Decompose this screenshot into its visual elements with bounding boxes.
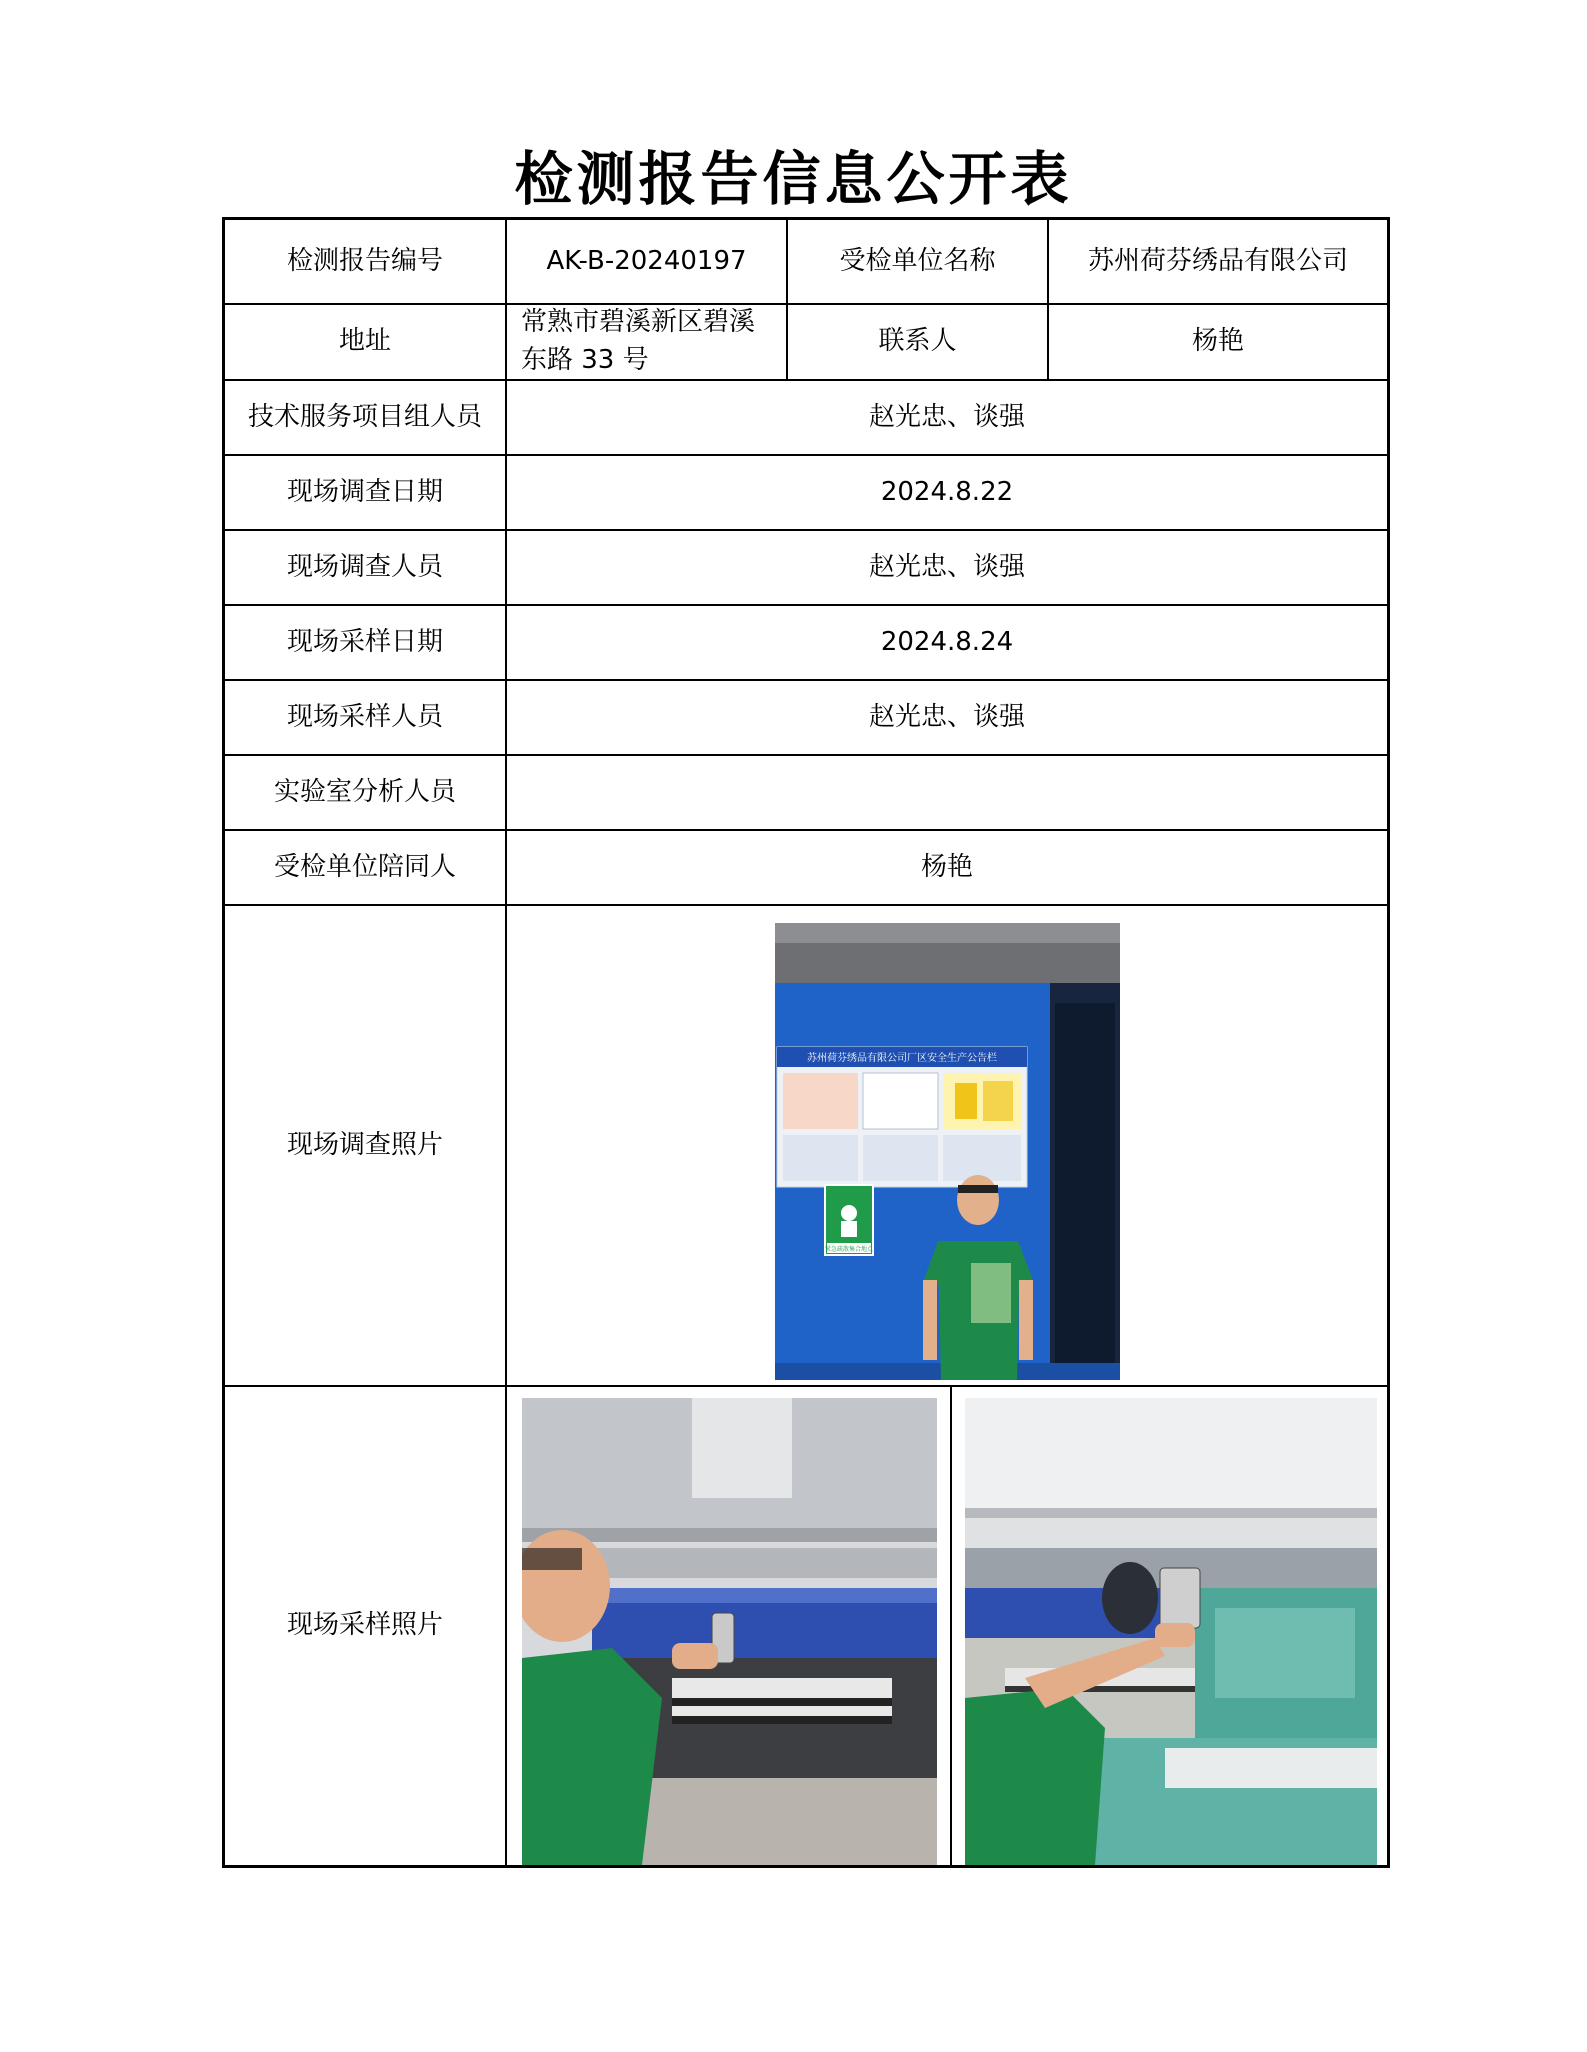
sampling-photo-right bbox=[965, 1398, 1377, 1865]
sampling-date-label: 现场采样日期 bbox=[286, 626, 443, 657]
accompany-value: 杨艳 bbox=[920, 851, 973, 882]
sampling-photo-right-image bbox=[965, 1398, 1377, 1865]
report-no-label: 检测报告编号 bbox=[286, 245, 443, 276]
survey-photo-label: 现场调查照片 bbox=[286, 1129, 443, 1160]
info-table bbox=[222, 217, 1390, 1868]
address-value: 常熟市碧溪新区碧溪东路 33 号 bbox=[521, 307, 756, 375]
survey-photo bbox=[775, 923, 1120, 1380]
survey-date-value: 2024.8.22 bbox=[880, 476, 1014, 507]
address-label: 地址 bbox=[338, 326, 391, 357]
survey-photo-image bbox=[775, 923, 1120, 1380]
sampling-staff-value: 赵光忠、谈强 bbox=[868, 701, 1025, 732]
column-divider bbox=[950, 1385, 952, 1865]
evacuation-sign-text: 紧急疏散集合地点 bbox=[824, 1246, 874, 1253]
lab-staff-label: 实验室分析人员 bbox=[273, 776, 456, 807]
survey-staff-value: 赵光忠、谈强 bbox=[868, 551, 1025, 582]
unit-name-label: 受检单位名称 bbox=[839, 245, 996, 276]
lab-staff-value bbox=[507, 756, 1387, 829]
sampling-staff-label: 现场采样人员 bbox=[286, 701, 443, 732]
sampling-date-value: 2024.8.24 bbox=[880, 626, 1014, 657]
contact-value: 杨艳 bbox=[1191, 326, 1244, 357]
notice-board-title: 苏州荷芬绣品有限公司厂区安全生产公告栏 bbox=[807, 1053, 997, 1064]
survey-date-label: 现场调查日期 bbox=[286, 476, 443, 507]
report-no-value: AK-B-20240197 bbox=[546, 245, 747, 276]
sampling-photo-label: 现场采样照片 bbox=[286, 1610, 443, 1641]
survey-staff-label: 现场调查人员 bbox=[286, 551, 443, 582]
accompany-label: 受检单位陪同人 bbox=[273, 851, 456, 882]
contact-label: 联系人 bbox=[878, 326, 957, 357]
sampling-photo-left-image bbox=[522, 1398, 937, 1865]
tech-staff-label: 技术服务项目组人员 bbox=[247, 401, 482, 432]
sampling-photo-left bbox=[522, 1398, 937, 1865]
unit-name-value: 苏州荷芬绣品有限公司 bbox=[1087, 245, 1348, 276]
page-title: 检测报告信息公开表 bbox=[514, 145, 1073, 213]
tech-staff-value: 赵光忠、谈强 bbox=[868, 401, 1025, 432]
